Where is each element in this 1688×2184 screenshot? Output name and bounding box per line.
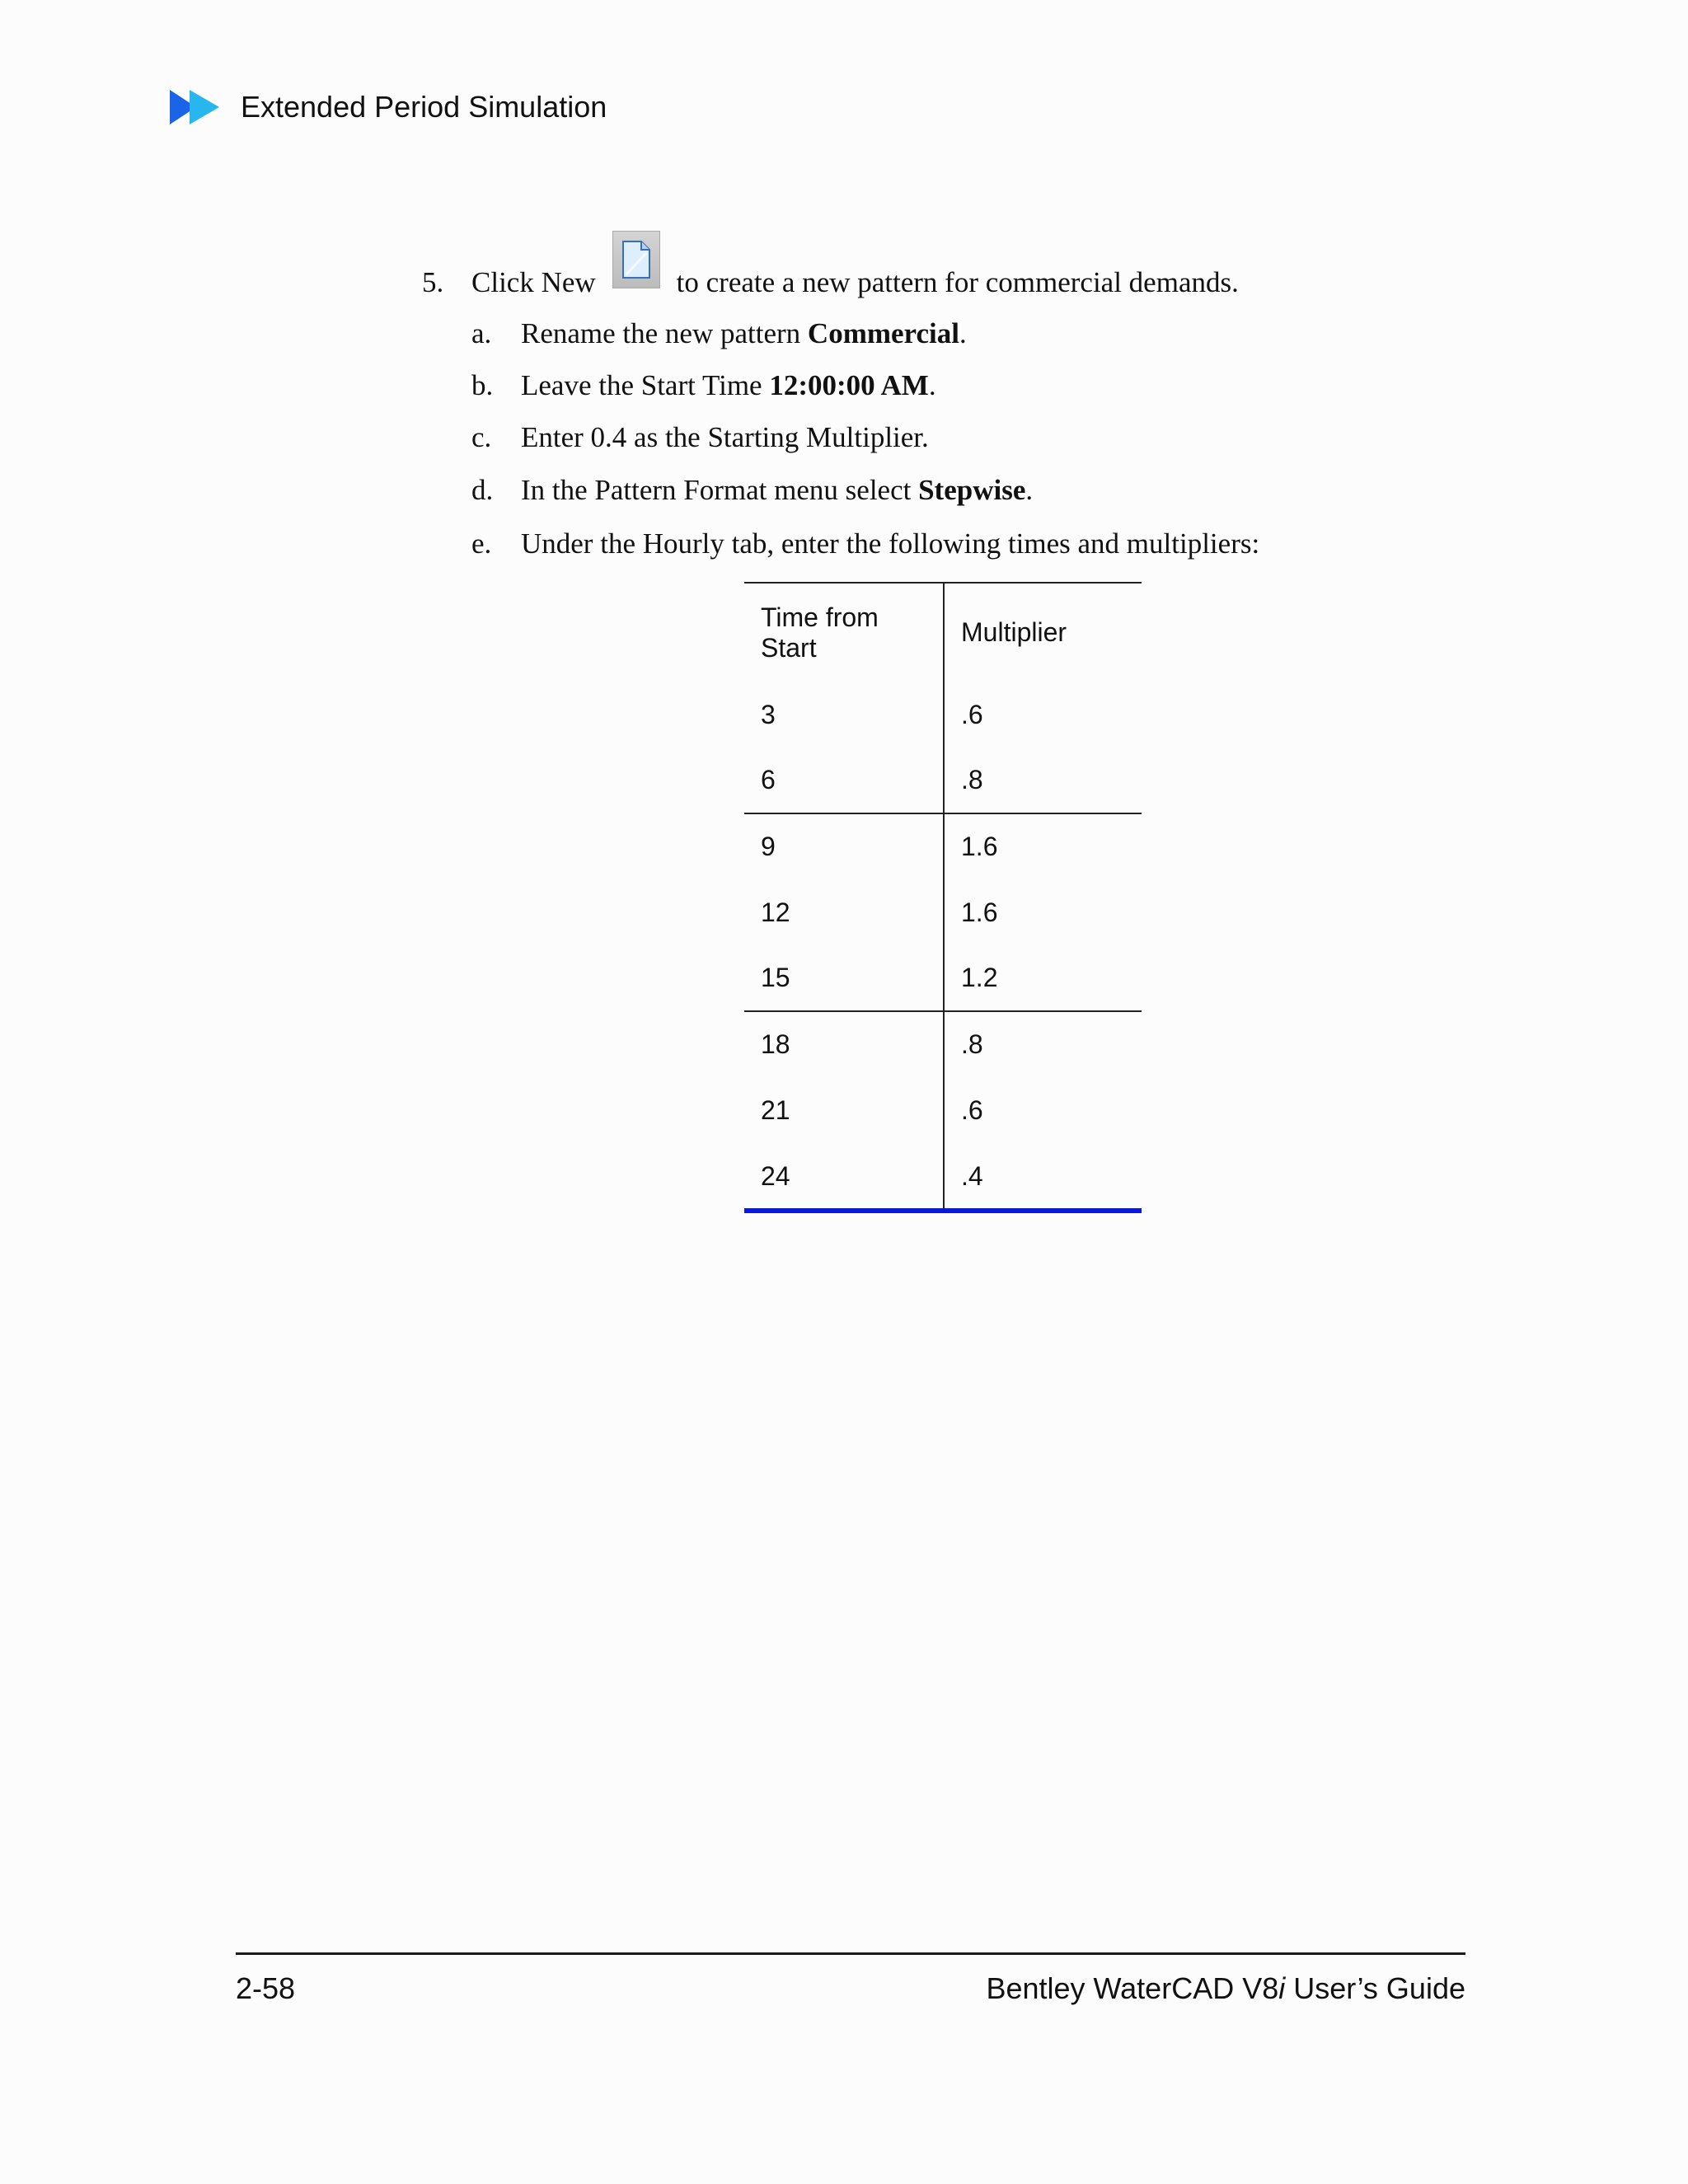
substep-text: Leave the Start Time [521, 369, 770, 401]
table-row [744, 1077, 1142, 1143]
substep-post: . [959, 317, 967, 349]
substep-text: Enter 0.4 as the Starting Multiplier. [521, 421, 929, 453]
substep-post: . [1025, 474, 1034, 506]
substep-label: b. [471, 369, 494, 401]
multiplier-table [744, 582, 1142, 1209]
cell-multiplier: .4 [961, 1160, 983, 1191]
substep-bold: Stepwise [918, 474, 1026, 506]
page-number: 2-58 [236, 1971, 296, 2005]
cell-time: 15 [744, 945, 944, 1011]
footer-divider [236, 1952, 1465, 1955]
cell-multiplier: 1.6 [961, 897, 998, 927]
substep-label: e. [471, 527, 492, 560]
substep-c [471, 417, 929, 458]
cell-multiplier: .8 [961, 765, 983, 794]
cell-multiplier: .6 [961, 699, 983, 729]
cell-multiplier: .8 [944, 1011, 1142, 1077]
table-row [744, 1011, 1142, 1077]
table-row [744, 1143, 1142, 1209]
cell-time: 6 [744, 748, 944, 813]
substep-d [471, 470, 1033, 511]
cell-time: 21 [744, 1077, 944, 1143]
new-pattern-button[interactable] [612, 231, 660, 288]
substep-b [471, 365, 936, 406]
new-document-icon [620, 238, 653, 281]
substep-e [471, 523, 1259, 565]
table-row [744, 879, 1142, 945]
table-row [744, 945, 1142, 1011]
step-number: 5. [422, 266, 444, 298]
cell-multiplier: .6 [961, 1094, 983, 1125]
substep-a [471, 313, 967, 354]
step-text-after: to create a new pattern for commercial demands. [676, 266, 1239, 298]
guide-title: Bentley WaterCAD V8i User’s Guide [986, 1971, 1465, 2005]
substep-text: Rename the new pattern [521, 317, 808, 349]
step-text-before: Click New [471, 266, 596, 298]
page-header [170, 87, 607, 128]
double-arrow-icon [170, 88, 223, 126]
step-5 [422, 262, 1239, 303]
header-time-from-start: Time from Start [744, 583, 944, 682]
cell-multiplier: 1.6 [944, 813, 1142, 879]
table-bottom-rule [744, 1208, 1142, 1213]
table-row [744, 682, 1142, 748]
table-row [744, 748, 1142, 813]
substep-text: In the Pattern Format menu select [521, 474, 919, 506]
table-row [744, 813, 1142, 879]
substep-post: . [928, 369, 936, 401]
cell-time: 9 [744, 813, 944, 879]
substep-bold: Commercial [807, 317, 959, 349]
substep-text: Under the Hourly tab, enter the following times and multipliers: [521, 527, 1260, 560]
header-multiplier: Multiplier [944, 583, 1142, 682]
cell-multiplier: 1.2 [961, 963, 998, 992]
cell-time: 3 [744, 682, 944, 748]
substep-label: c. [471, 421, 492, 453]
substep-bold: 12:00:00 AM [769, 369, 929, 401]
substep-label: d. [471, 474, 494, 506]
substep-label: a. [471, 317, 492, 349]
section-title: Extended Period Simulation [241, 90, 607, 124]
cell-time: 18 [744, 1011, 944, 1077]
cell-time: 12 [744, 879, 944, 945]
cell-time: 24 [744, 1143, 944, 1209]
table-header-row [744, 583, 1142, 682]
